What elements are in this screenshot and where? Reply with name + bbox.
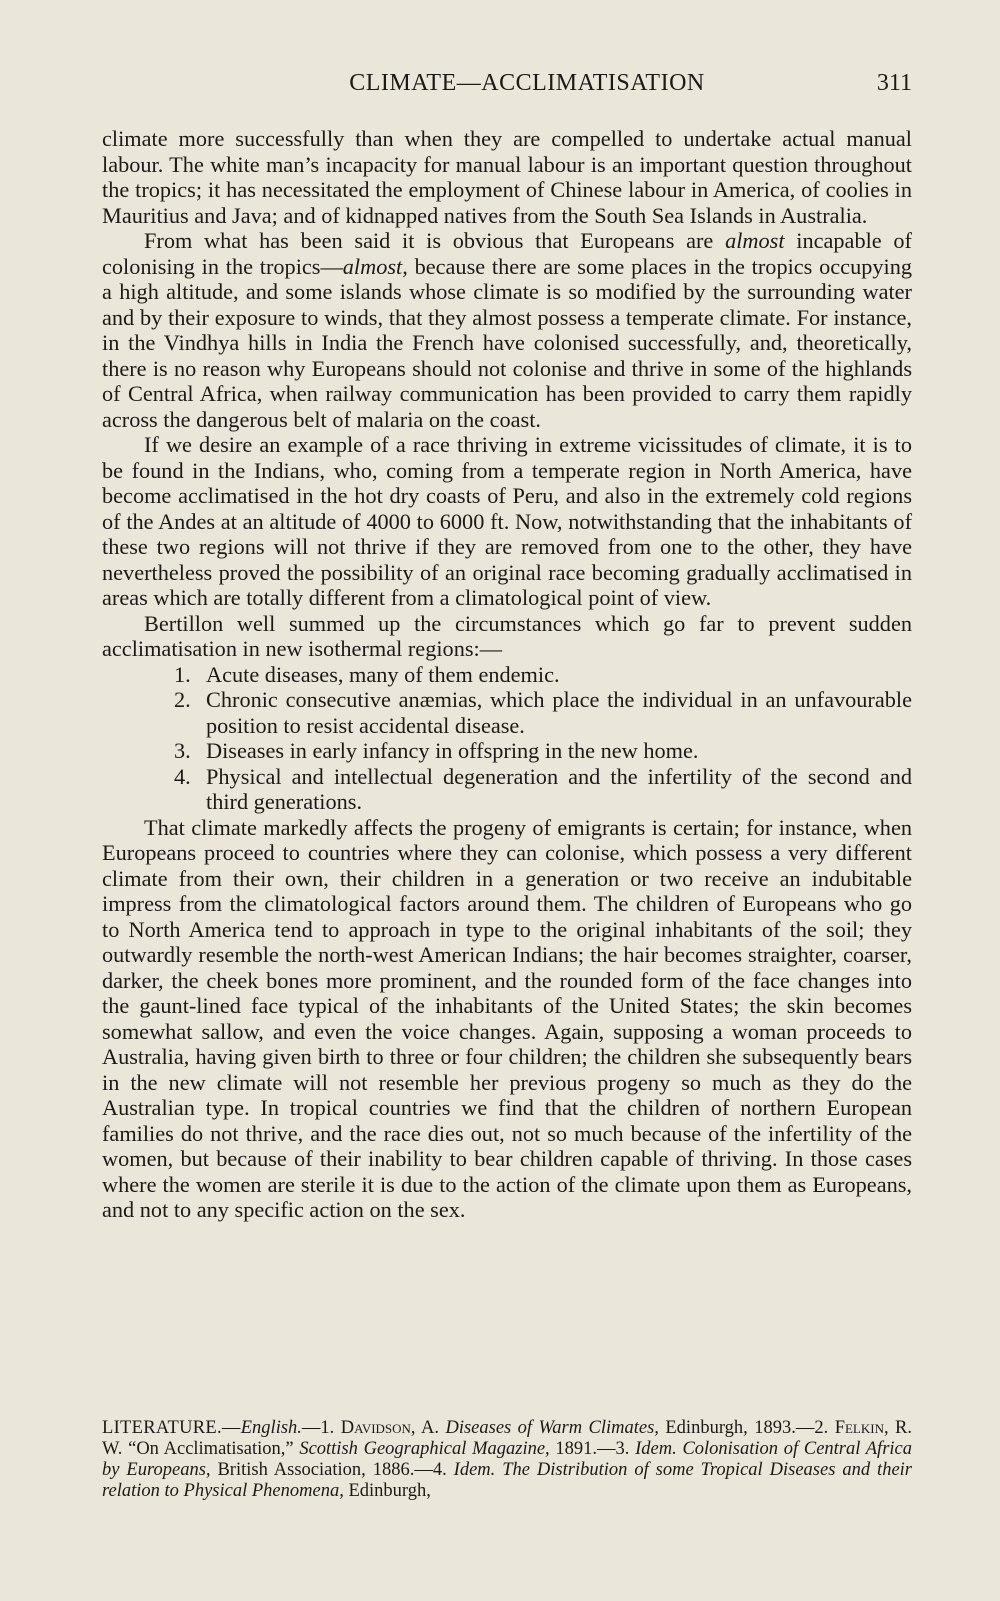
list-item bbox=[102, 764, 912, 815]
paragraph-2 bbox=[102, 228, 912, 432]
list-item bbox=[102, 738, 912, 764]
literature-sep-4: 1891.—3. bbox=[549, 1439, 636, 1459]
reference-author: Davidson, A. bbox=[340, 1418, 439, 1438]
list-item bbox=[102, 687, 912, 738]
list-item-text: Physical and intellectual degeneration and the infertility of the second and third generations. bbox=[206, 763, 912, 814]
body-text bbox=[102, 126, 912, 1223]
list-item-number: 4. bbox=[174, 763, 191, 789]
literature-references bbox=[102, 1418, 912, 1502]
emphasis-almost-2: almost, bbox=[342, 253, 408, 279]
page-header bbox=[102, 70, 912, 110]
list-item-text: Diseases in early infancy in offspring in the new home. bbox=[206, 738, 699, 763]
reference-title: Colonisation of Central Africa by Europeans, bbox=[102, 1439, 913, 1480]
paragraph-2-part-c: because there are some places in the tropics occupying a high altitude, and some islands whose climate is so modified by the surrounding water and by their exposure to winds, that they almost possess a temperate climate. For instance, in the Vindhya hills in India the French have colonised successfully, and, theoretically, there is no reason why Europeans should not colonise and thrive in some of the highlands of Central Africa, when railway communication has been provided to carry them rapidly across the dangerous belt of malaria on the coast. bbox=[102, 253, 913, 432]
reference-idem: Idem. bbox=[635, 1439, 677, 1459]
literature-label: LITERATURE.— bbox=[102, 1418, 241, 1438]
reference-title: The Distribution of some Tropical Diseases and their relation to Physical Phenomena, bbox=[102, 1460, 912, 1501]
reference-journal: Scottish Geographical Magazine, bbox=[299, 1439, 550, 1459]
reference-title: Diseases of Warm Climates, bbox=[445, 1418, 659, 1438]
paragraph-4: Bertillon well summed up the circumstances which go far to prevent sudden acclimatisation in new isothermal regions:— bbox=[102, 610, 912, 661]
list-item bbox=[102, 662, 912, 688]
list-item-text: Acute diseases, many of them endemic. bbox=[206, 661, 560, 687]
list-item-number: 1. bbox=[174, 661, 191, 687]
list-item-number: 2. bbox=[174, 687, 191, 712]
literature-sep-2: Edinburgh, 1893.—2. bbox=[658, 1418, 835, 1438]
list-item-number: 3. bbox=[174, 738, 191, 763]
literature-sep-6: Edinburgh, bbox=[343, 1481, 431, 1501]
running-title: CLIMATE—ACCLIMATISATION bbox=[349, 70, 705, 96]
literature-sep-5: British Association, 1886.—4. bbox=[210, 1460, 454, 1480]
literature-sep-1: —1. bbox=[301, 1418, 341, 1438]
literature-language: English. bbox=[240, 1418, 302, 1438]
literature-sep-3: “On Acclimatisation,” bbox=[122, 1439, 300, 1459]
paragraph-1: climate more successfully than when they are compelled to undertake actual manual labour. The white man’s incapacity for manual labour is an important question throughout the tropics; it has necessitated the employment of Chinese labour in America, of coolies in Mauritius and Java; and of kidnapped natives from the South Sea Islands in Australia. bbox=[102, 126, 912, 228]
emphasis-almost-1: almost bbox=[725, 228, 785, 253]
reference-idem: Idem. bbox=[453, 1460, 496, 1480]
paragraph-2-part-b: incapable of colonising in the tropics— bbox=[102, 228, 912, 279]
paragraph-3: If we desire an example of a race thriving in extreme vicissitudes of climate, it is to be found in the Indians, who, coming from a temperate region in North America, have become acclimatised in the hot dry coasts of Peru, and also in the extremely cold regions of the Andes at an altitude of 4000 to 6000 ft. Now, notwithstanding that the inhabitants of these two regions will not thrive if they are removed from one to the other, they have nevertheless proved the possibility of an original race becoming gradually acclimatised in areas which are totally different from a climatological point of view. bbox=[102, 432, 912, 610]
page-number: 311 bbox=[876, 70, 912, 96]
reference-author: Felkin, R. W. bbox=[102, 1418, 913, 1459]
paragraph-2-part-a: From what has been said it is obvious that Europeans are bbox=[144, 228, 726, 253]
numbered-list bbox=[102, 662, 912, 815]
paragraph-5: That climate markedly affects the progeny of emigrants is certain; for instance, when Europeans proceed to countries where they can colonise, which possess a very different climate from their own, their children in a generation or two receive an indubitable impress from the climatological factors around them. The children of Europeans who go to North America tend to approach in type to the original inhabitants of the soil; they outwardly resemble the north-west American Indians; the hair becomes straighter, coarser, darker, the cheek bones more prominent, and the rounded form of the face changes into the gaunt-lined face typical of the inhabitants of the United States; the skin becomes somewhat sallow, and even the voice changes. Again, supposing a woman proceeds to Australia, having given birth to three or four children; the children she subsequently bears in the new climate will not resemble her previous progeny so much as they do the Australian type. In tropical countries we find that the children of northern European families do not thrive, and the race dies out, not so much because of the infertility of the women, but because of their inability to bear children capable of thriving. In those cases where the women are sterile it is due to the action of the climate upon them as Europeans, and not to any specific action on the sex. bbox=[102, 814, 912, 1222]
list-item-text: Chronic consecutive anæmias, which place the individual in an unfavourable position to resist accidental disease. bbox=[206, 687, 912, 738]
